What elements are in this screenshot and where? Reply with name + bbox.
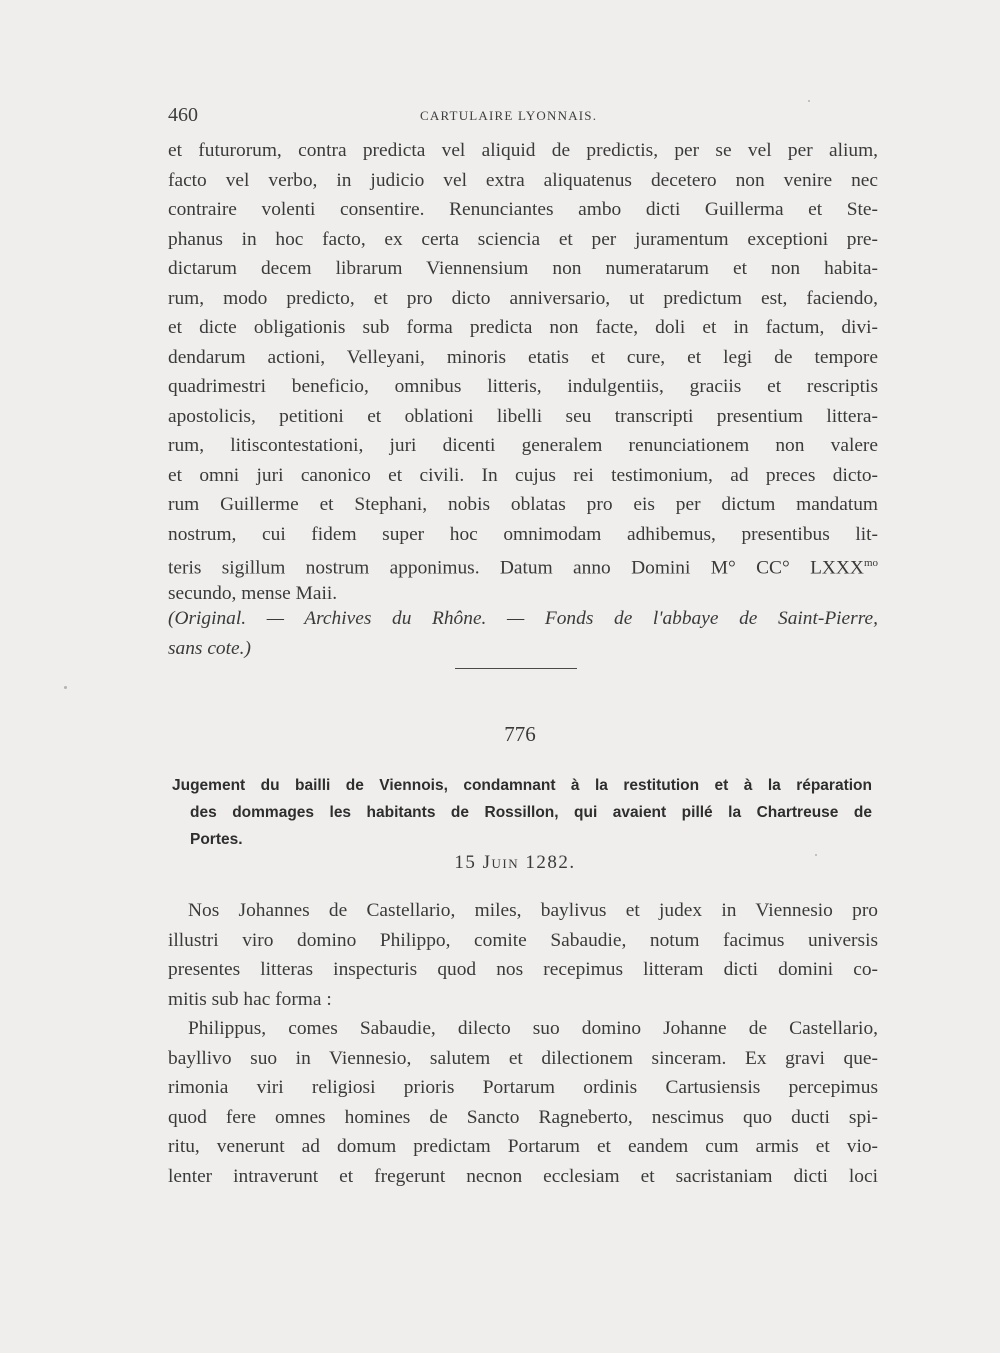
paper-speck	[815, 854, 817, 856]
text-line: rum, litiscontestationi, juri dicenti generalem renunciationem non valere	[168, 435, 878, 456]
page-number: 460	[168, 104, 198, 126]
body-paragraph-2	[168, 1014, 878, 1191]
text-line: rum Guillerme et Stephani, nobis oblatas pro eis per dictum mandatum	[168, 494, 878, 515]
dating-text: teris sigillum nostrum apponimus. Datum anno Domini M° CC° LXXX	[168, 557, 864, 579]
text-line: nostrum, cui fidem super hoc omnimodam adhibemus, presentibus lit-	[168, 523, 878, 545]
page-header	[168, 104, 878, 134]
text-line: et omni juri canonico et civili. In cujus rei testimonium, ad preces dicto-	[168, 464, 878, 486]
source-note-line: (Original. — Archives du Rhône. — Fonds de l'abbaye de Saint-Pierre,	[168, 608, 878, 629]
text-line: et dicte obligationis sub forma predicta non facte, doli et in factum, divi-	[168, 317, 878, 338]
text-line: dictarum decem librarum Viennensium non numeratarum et non habita-	[168, 258, 878, 279]
superscript-mo: mo	[863, 557, 878, 569]
document-date	[0, 852, 1000, 874]
dating-line	[168, 549, 878, 579]
text-line: ritu, venerunt ad domum predictam Portarum et eandem cum armis et vio-	[168, 1136, 878, 1157]
continued-text	[168, 136, 878, 608]
date-year: 1282.	[525, 852, 576, 873]
text-line: presentes litteras inspecturis quod nos recepimus litteram dicti domini co-	[168, 959, 878, 980]
text-line: phanus in hoc facto, ex certa sciencia et per juramentum exceptioni pre-	[168, 228, 878, 250]
text-line: rimonia viri religiosi prioris Portarum ordinis Cartusiensis percepimus	[168, 1077, 878, 1098]
running-title: CARTULAIRE LYONNAIS.	[420, 108, 598, 123]
source-note	[168, 604, 878, 664]
paper-speck	[808, 100, 810, 102]
document-number: 776	[504, 722, 536, 746]
text-line: bayllivo suo in Viennesio, salutem et dilectionem sinceram. Ex gravi que-	[168, 1047, 878, 1069]
date-month: Juin	[482, 852, 520, 873]
section-divider	[455, 668, 577, 669]
source-note-line: sans cote.)	[168, 638, 251, 659]
date-day: 15	[454, 852, 477, 873]
text-line: lenter intraverunt et fregerunt necnon ecclesiam et sacristaniam dicti loci	[168, 1165, 878, 1187]
summary-line: des dommages les habitants de Rossillon, qui avaient pillé la Chartreuse de	[190, 804, 872, 821]
text-line: facto vel verbo, in judicio vel extra aliquatenus decetero non venire nec	[168, 169, 878, 191]
text-line: apostolicis, petitioni et oblationi libelli seu transcripti presentium littera-	[168, 405, 878, 427]
text-line: Nos Johannes de Castellario, miles, baylivus et judex in Viennesio pro	[188, 900, 878, 921]
text-line: secundo, mense Maii.	[168, 582, 338, 604]
text-line: quod fere omnes homines de Sancto Ragneberto, nescimus quo ducti spi-	[168, 1106, 878, 1128]
text-line: illustri viro domino Philippo, comite Sabaudie, notum facimus universis	[168, 929, 878, 951]
text-line: mitis sub hac forma :	[168, 988, 332, 1010]
text-line: Philippus, comes Sabaudie, dilecto suo domino Johanne de Castellario,	[188, 1018, 878, 1039]
paper-speck	[64, 686, 67, 689]
body-paragraph-1	[168, 896, 878, 1014]
text-line: contraire volenti consentire. Renunciantes ambo dicti Guillerma et Ste-	[168, 199, 878, 220]
text-line: quadrimestri beneficio, omnibus litteris, indulgentiis, graciis et rescriptis	[168, 376, 878, 397]
summary-line: Portes.	[190, 831, 243, 848]
text-line: rum, modo predicto, et pro dicto anniversario, ut predictum est, faciendo,	[168, 287, 878, 309]
summary-line: Jugement du bailli de Viennois, condamnant à la restitution et à la réparation	[172, 777, 872, 794]
text-line: dendarum actioni, Velleyani, minoris etatis et cure, et legi de tempore	[168, 346, 878, 368]
text-line: et futurorum, contra predicta vel aliquid de predictis, per se vel per alium,	[168, 140, 878, 161]
document-summary	[172, 772, 872, 853]
